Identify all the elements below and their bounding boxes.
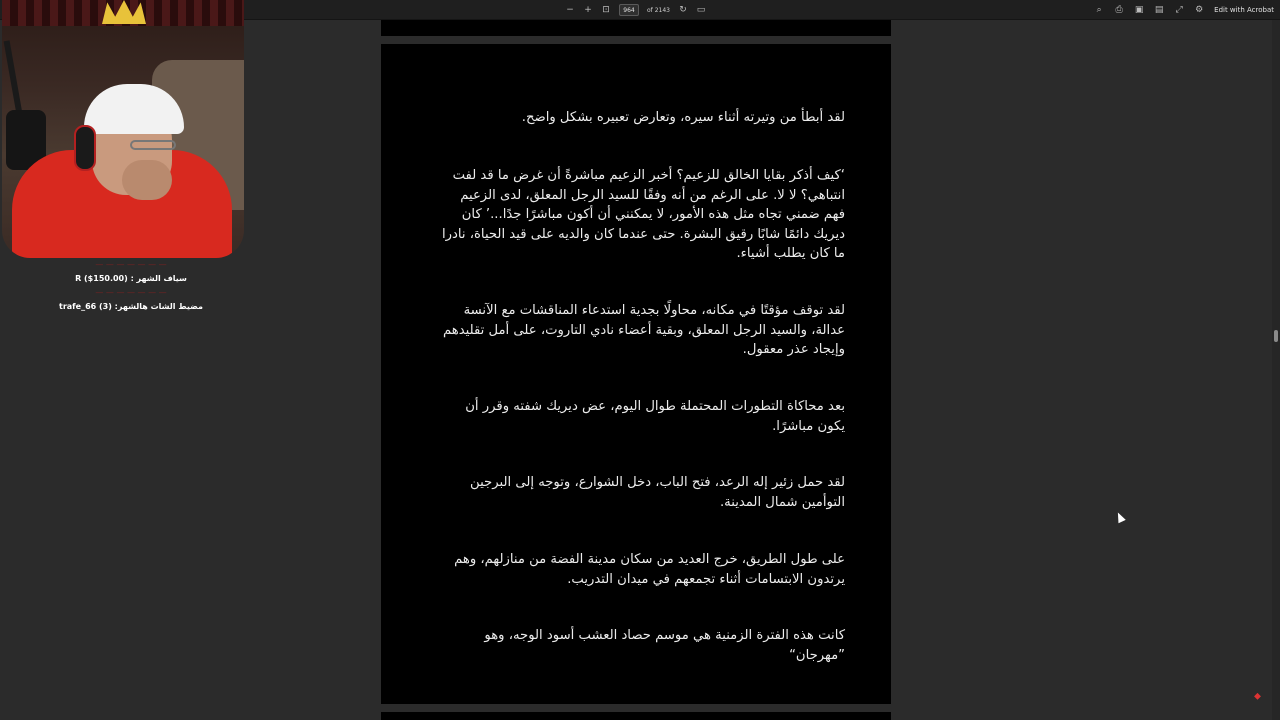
streamer-hand [122, 160, 172, 200]
scrollbar-thumb[interactable] [1274, 330, 1278, 342]
paragraph-6: على طول الطريق، خرج العديد من سكان مدينة الفضة من منازلهم، وهم يرتدون الابتسامات أثناء تجمعهم في ميدان التدريب. [454, 552, 845, 587]
page-total-label: of 2143 [647, 6, 670, 14]
page-navigation [565, 0, 706, 20]
search-icon[interactable]: ⌕ [1096, 4, 1102, 15]
pdf-page [381, 44, 891, 704]
rotate-icon[interactable]: ↻ [679, 4, 687, 15]
webcam-overlay [2, 0, 244, 258]
stream-faded-line: — — — — — — — [95, 288, 167, 297]
acrobat-icon[interactable]: ⬥ [1254, 691, 1261, 702]
headphones-icon [74, 125, 96, 171]
previous-page-edge [381, 20, 891, 36]
vertical-scrollbar[interactable] [1272, 20, 1280, 720]
toolbar-right [1094, 0, 1274, 20]
paragraph-3: لقد توقف مؤقتًا في مكانه، محاولًا بجدية استدعاء المناقشات مع الآنسة عدالة، والسيد الرجل المعلق، وبقية أعضاء نادي التاروت، على أمل تقليدهم وإيجاد عذر معقول. [442, 303, 845, 357]
page-view-icon[interactable]: ▭ [696, 4, 706, 15]
paragraph-2: ‘كيف أذكر بقايا الخالق للزعيم؟ أخبر الزعيم مباشرةً أن غرض ما قد لفت انتباهي؟ لا لا. على الرغم من أنه وفقًا للسيد الرجل المعلق، لدى الزعيم فهم ضمني تجاه مثل هذه الأمور، لا يمكنني أن أكون مباشرًا جدًا...’ كان ديريك دائمًا شابًا رقيق البشرة. حتى عندما كان والديه على قيد الحياة، نادرا ما كان يطلب أشياء. [441, 168, 845, 261]
print-icon[interactable]: ⎙ [1115, 4, 1123, 15]
paragraph-1: لقد أبطأ من وتيرته أثناء سيره، وتعارض تعبيره بشكل واضح. [521, 110, 845, 125]
streamer-glasses [130, 140, 176, 150]
save-icon[interactable]: ▣ [1134, 4, 1144, 15]
save-as-icon[interactable]: ▤ [1154, 4, 1164, 15]
stream-top-donor: سياف الشهر : R ($150.00) [75, 274, 187, 283]
fit-page-icon[interactable]: ⊡ [602, 4, 610, 15]
gear-icon[interactable]: ⚙ [1195, 4, 1204, 15]
page-number-input[interactable]: 964 [619, 4, 639, 16]
zoom-in-icon[interactable]: + [584, 4, 592, 15]
mouse-cursor-icon [1114, 511, 1125, 523]
fullscreen-icon[interactable]: ⤢ [1175, 4, 1183, 15]
paragraph-7: كانت هذه الفترة الزمنية هي موسم حصاد العشب أسود الوجه، وهو ”مهرجان“ [484, 628, 845, 663]
zoom-out-icon[interactable]: − [566, 4, 574, 15]
edit-with-acrobat-button[interactable]: Edit with Acrobat [1214, 6, 1274, 14]
stream-top-chatter: مضيط الشات هالشهر: trafe_66 (3) [59, 302, 203, 311]
paragraph-5: لقد حمل زئير إله الرعد، فتح الباب، دخل الشوارع، وتوجه إلى البرجين التوأمين شمال المدينة. [470, 475, 845, 510]
stream-stats [36, 258, 226, 314]
stream-faded-line: — — — — — — — [95, 260, 167, 269]
next-page-edge [381, 712, 891, 720]
paragraph-4: بعد محاكاة التطورات المحتملة طوال اليوم، عض ديريك شفته وقرر أن يكون مباشرًا. [465, 399, 845, 434]
